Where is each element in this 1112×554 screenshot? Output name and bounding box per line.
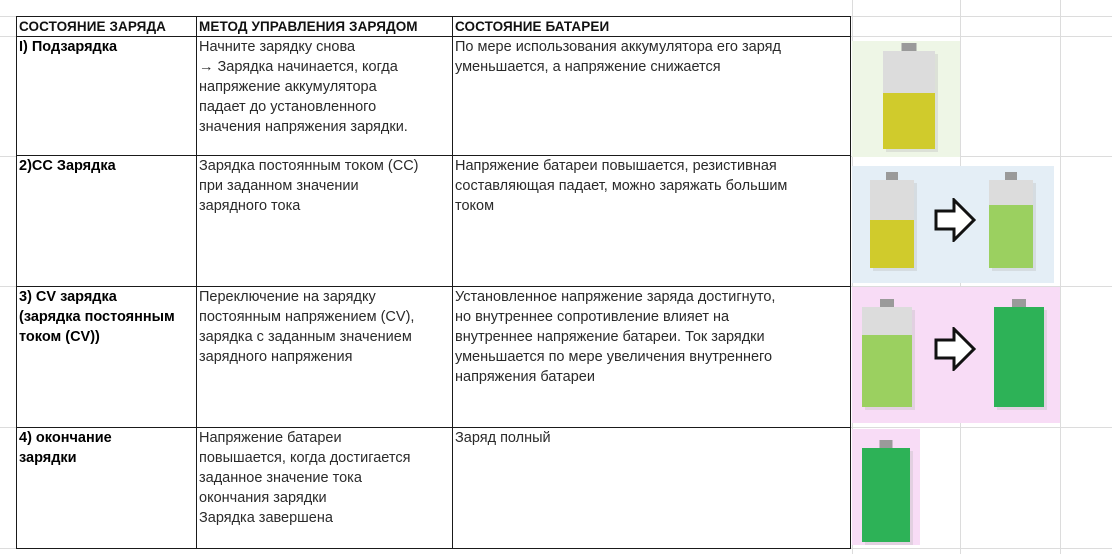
row-method [197, 428, 453, 549]
cell-line: зарядка с заданным значением [199, 329, 412, 345]
cell-line: 4) окончание [19, 430, 112, 446]
cell-line: напряжения батареи [455, 369, 595, 385]
table-row [17, 156, 851, 287]
cell-line: током (CV)) [19, 329, 100, 345]
cell-line: Установленное напряжение заряда достигнуто, [455, 289, 776, 305]
cell-line: током [455, 198, 495, 214]
battery-icon [870, 172, 920, 274]
cell-line: I) Подзарядка [19, 39, 118, 55]
battery-icon [862, 440, 916, 548]
cell-line: повышается, когда достигается [199, 450, 411, 466]
cell-line: заданное значение тока [199, 470, 362, 486]
cell-line: зарядного тока [199, 198, 301, 214]
cell-line: составляющая падает, можно заряжать большим [455, 178, 788, 194]
battery-icon [989, 172, 1039, 274]
grid-line [1060, 0, 1061, 554]
cell-line: значения напряжения зарядки. [199, 119, 408, 135]
battery-icon [862, 299, 918, 413]
cell-line: Заряд полный [455, 430, 551, 446]
table-header-row [17, 17, 851, 37]
cell-line: 3) CV зарядка [19, 289, 117, 305]
cell-line: По мере использования аккумулятора его заряд [455, 39, 781, 55]
row-battery [453, 156, 851, 287]
row-battery [453, 37, 851, 156]
row-state [17, 156, 197, 287]
cell-line: Начните зарядку снова [199, 39, 356, 55]
header-control-method: МЕТОД УПРАВЛЕНИЯ ЗАРЯДОМ [197, 17, 453, 37]
cell-line: при заданном значении [199, 178, 359, 194]
battery-icon [994, 299, 1050, 413]
illustration-row2-panel [852, 166, 1054, 283]
row-method [197, 287, 453, 428]
header-battery-state: СОСТОЯНИЕ БАТАРЕИ [453, 17, 851, 37]
cell-line: Зарядка постоянным током (CC) [199, 158, 419, 174]
cell-line: (зарядка постоянным [19, 309, 175, 325]
table-row [17, 37, 851, 156]
cell-line: уменьшается, а напряжение снижается [455, 59, 721, 75]
right-arrow-icon [934, 198, 976, 242]
cell-line: внутреннее напряжение батареи. Ток зарядки [455, 329, 765, 345]
row-state [17, 287, 197, 428]
cell-line: постоянным напряжением (CV), [199, 309, 415, 325]
cell-line: Напряжение батареи [199, 430, 342, 446]
row-method [197, 156, 453, 287]
cell-line: Напряжение батареи повышается, резистивная [455, 158, 777, 174]
cell-line: но внутреннее сопротивление влияет на [455, 309, 730, 325]
battery-icon [883, 43, 941, 155]
table-row [17, 428, 851, 549]
right-arrow-icon [934, 327, 976, 371]
row-battery [453, 287, 851, 428]
illustration-row3-panel [852, 287, 1060, 423]
illustration-row1-panel [852, 41, 960, 157]
illustration-row4-panel [852, 429, 920, 545]
cell-line: зарядки [19, 450, 77, 466]
header-charge-state: СОСТОЯНИЕ ЗАРЯДА [17, 17, 197, 37]
charge-states-table [16, 16, 851, 549]
cell-line: окончания зарядки [199, 490, 327, 506]
row-state [17, 428, 197, 549]
cell-line: зарядного напряжения [199, 349, 353, 365]
row-state [17, 37, 197, 156]
cell-line: Зарядка завершена [199, 510, 333, 526]
cell-line: уменьшается по мере увеличения внутреннего [455, 349, 773, 365]
cell-line: Переключение на зарядку [199, 289, 376, 305]
cell-line: падает до установленного [199, 99, 377, 115]
cell-line: напряжение аккумулятора [199, 79, 377, 95]
cell-line: 2)CC Зарядка [19, 158, 116, 174]
row-battery [453, 428, 851, 549]
cell-line: → Зарядка начинается, когда [199, 59, 398, 75]
row-method [197, 37, 453, 156]
table-row [17, 287, 851, 428]
